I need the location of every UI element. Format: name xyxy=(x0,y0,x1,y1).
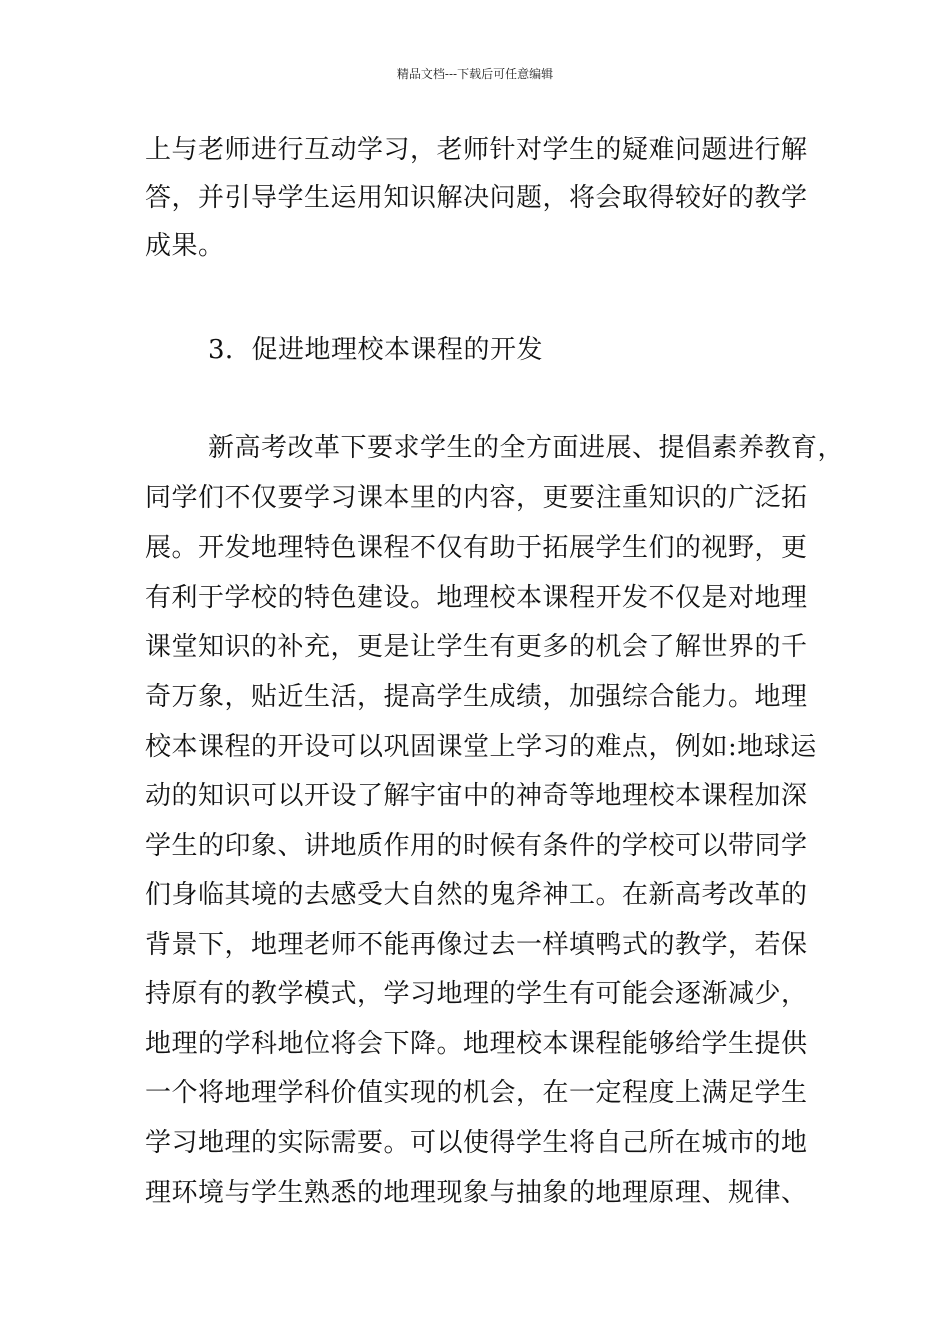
paragraph-line: 一个将地理学科价值实现的机会，在一定程度上满足学生 xyxy=(145,1078,808,1108)
paragraph-line: 动的知识可以开设了解宇宙中的神奇等地理校本课程加深 xyxy=(145,781,808,811)
paragraph-line: 学生的印象、讲地质作用的时候有条件的学校可以带同学 xyxy=(145,831,808,861)
paragraph-line: 有利于学校的特色建设。地理校本课程开发不仅是对地理 xyxy=(145,583,808,613)
paragraph-line: 学习地理的实际需要。可以使得学生将自己所在城市的地 xyxy=(145,1128,808,1158)
paragraph-line: 新高考改革下要求学生的全方面进展、提倡素养教育， xyxy=(208,433,845,463)
paragraph-line: 持原有的教学模式，学习地理的学生有可能会逐渐减少， xyxy=(145,979,808,1009)
paragraph-line: 展。开发地理特色课程不仅有助于拓展学生们的视野，更 xyxy=(145,533,808,563)
paragraph-line: 地理的学科地位将会下降。地理校本课程能够给学生提供 xyxy=(145,1029,808,1059)
page-header: 精品文档---下载后可任意编辑 xyxy=(396,67,554,81)
paragraph-line: 奇万象，贴近生活，提高学生成绩，加强综合能力。地理 xyxy=(145,682,808,712)
section-heading: 3．促进地理校本课程的开发 xyxy=(208,335,544,365)
paragraph-line: 们身临其境的去感受大自然的鬼斧神工。在新高考改革的 xyxy=(145,880,808,910)
paragraph-line: 理环境与学生熟悉的地理现象与抽象的地理原理、规律、 xyxy=(145,1178,808,1208)
paragraph-line: 答，并引导学生运用知识解决问题，将会取得较好的教学 xyxy=(145,183,808,213)
paragraph-line: 课堂知识的补充，更是让学生有更多的机会了解世界的千 xyxy=(145,632,808,662)
paragraph-line: 同学们不仅要学习课本里的内容，更要注重知识的广泛拓 xyxy=(145,483,808,513)
paragraph-line: 校本课程的开设可以巩固课堂上学习的难点，例如:地球运 xyxy=(145,732,817,762)
paragraph-line: 背景下，地理老师不能再像过去一样填鸭式的教学，若保 xyxy=(145,930,808,960)
paragraph-line: 上与老师进行互动学习，老师针对学生的疑难问题进行解 xyxy=(145,135,808,165)
paragraph-line: 成果。 xyxy=(145,231,225,261)
